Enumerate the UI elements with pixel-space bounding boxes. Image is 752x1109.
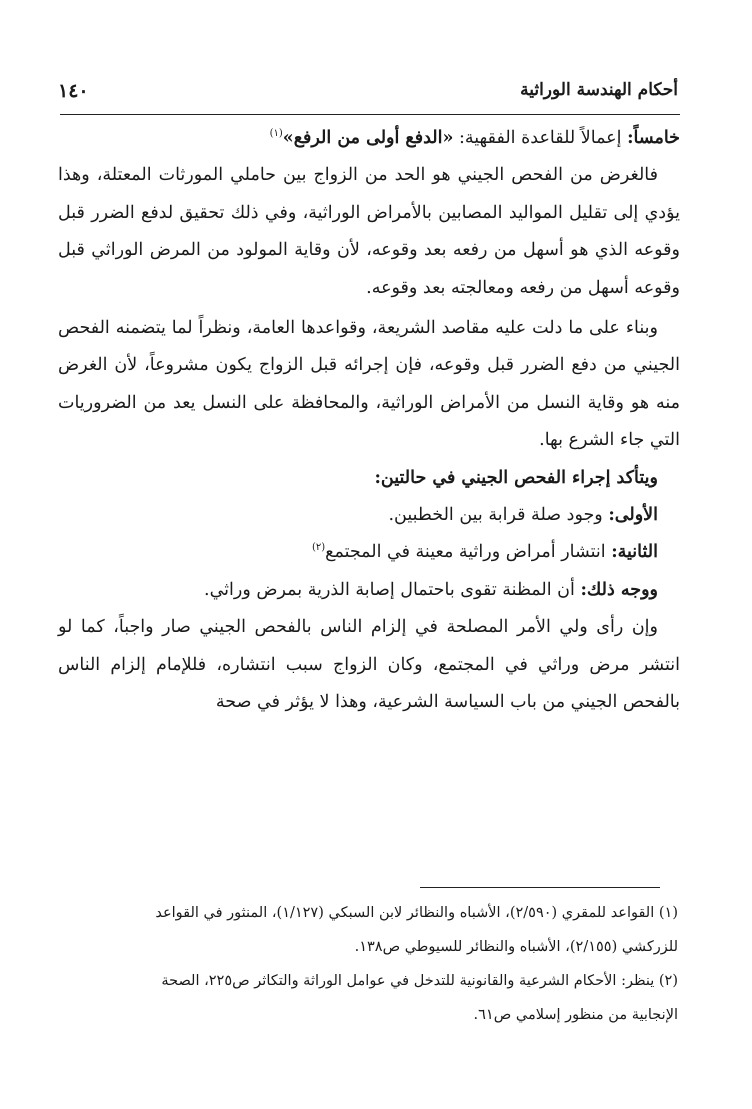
reason [58,572,680,609]
case-second-text: انتشار أمراض وراثية معينة في المجتمع [325,542,612,563]
page-number: ١٤٠ [58,80,89,102]
section-heading-lead: خامساً: [627,128,680,148]
footnote-1-line-2: للزركشي (٢/١٥٥)، الأشباه والنظائر للسيوطي ص١٣٨. [354,939,678,955]
footnote-divider [420,887,660,888]
book-title: أحكام الهندسة الوراثية [520,80,678,100]
section-heading [58,120,680,157]
footnote-ref-2: (٢) [311,542,326,554]
case-first-text: وجود صلة قرابة بين الخطبين. [388,505,609,526]
header-divider [60,114,680,115]
running-header [58,78,678,114]
footnote-1-line-1: (١) القواعد للمقري (٢/٥٩٠)، الأشباه والنظائر لابن السبكي (١/١٢٧)، المنثور في القواعد [155,905,678,921]
paragraph-2: وبناء على ما دلت عليه مقاصد الشريعة، وقواعدها العامة، ونظراً لما يتضمنه الفحص الجيني من دفع الضرر قبل وقوعه، فإن إجرائه قبل الزواج يكون مشروعاً، لأن الغرض منه هو وقاية النسل من الأمراض الوراثية، والمحافظة على النسل يعد من الضروريات التي جاء الشرع بها. [58,318,680,451]
reason-label: ووجه ذلك: [580,579,658,600]
case-first [58,497,680,534]
paragraph-1: فالغرض من الفحص الجيني هو الحد من الزواج بين حاملي المورثات المعتلة، وهذا يؤدي إلى تقليل المواليد المصابين بالأمراض الوراثية، وفي ذلك تحقيق لدفع الضرر قبل وقوعه الذي هو أسهل من رفعه بعد وقوعه، لأن وقاية المولود من المرض الوراثي قبل وقوعه أسهل من رفعه ومعالجته بعد وقوعه. [58,165,680,298]
case-first-label: الأولى: [608,505,658,526]
footnote-2-line-1: (٢) ينظر: الأحكام الشرعية والقانونية للتدخل في عوامل الوراثة والتكاثر ص٢٢٥، الصحة [161,973,678,989]
case-second-label: الثانية: [611,542,658,563]
paragraph-3: وإن رأى ولي الأمر المصلحة في إلزام الناس بالفحص الجيني صار واجباً، كما لو انتشر مرض وراثي في المجتمع، وكان الزواج سبب انتشاره، فللإمام إلزام الناس بالفحص الجيني من باب السياسة الشرعية، وهذا لا يؤثر في صحة [58,617,680,713]
reason-text: أن المظنة تقوى باحتمال إصابة الذرية بمرض وراثي. [204,579,581,600]
footnote-ref-1: (١) [269,128,283,140]
footnote-2-line-2: الإنجابية من منظور إسلامي ص٦١. [473,1007,678,1023]
section-heading-text: إعمالاً للقاعدة الفقهية: [453,128,628,148]
cases-heading: ويتأكد إجراء الفحص الجيني في حالتين: [374,467,658,488]
main-text [58,120,680,722]
section-heading-rule: «الدفع أولى من الرفع» [282,128,454,148]
footnotes [60,896,678,1032]
case-second [58,534,680,571]
